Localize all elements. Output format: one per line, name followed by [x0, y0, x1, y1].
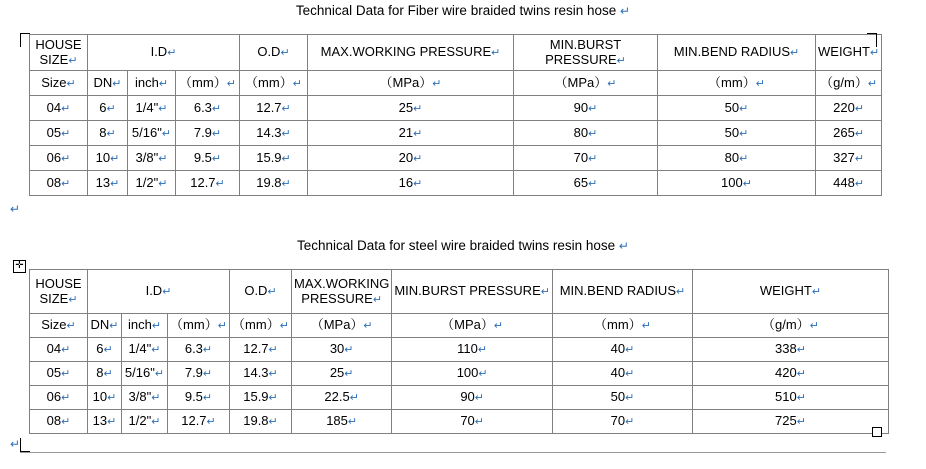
cell-od-mm: 12.7↵ [240, 96, 308, 121]
cell-dn: 8↵ [88, 362, 122, 386]
cell-dn: 13↵ [88, 171, 128, 196]
cell-burst-mpa: 80↵ [514, 121, 658, 146]
unit-burst-mpa: （MPa）↵ [392, 314, 553, 338]
cell-weight-gm: 510↵ [692, 386, 888, 410]
cell-inch: 1/2"↵ [128, 171, 176, 196]
cell-radius-mm: 40↵ [552, 362, 692, 386]
unit-id-mm: （mm）↵ [176, 71, 240, 96]
cell-weight-gm: 338↵ [692, 338, 888, 362]
cell-id-mm: 7.9↵ [168, 362, 230, 386]
table-row [30, 96, 882, 121]
header-house-size: HOUSE SIZE↵ [30, 35, 88, 71]
cell-weight-gm: 327↵ [816, 146, 882, 171]
cell-od-mm: 14.3↵ [230, 362, 292, 386]
cell-size: 06↵ [30, 386, 88, 410]
cell-od-mm: 19.8↵ [230, 410, 292, 434]
cell-dn: 8↵ [88, 121, 128, 146]
unit-burst-mpa: （MPa）↵ [514, 71, 658, 96]
unit-weight-gm: （g/m）↵ [692, 314, 888, 338]
cell-id-mm: 9.5↵ [176, 146, 240, 171]
header-house-size: HOUSE SIZE↵ [30, 270, 88, 314]
cell-od-mm: 12.7↵ [230, 338, 292, 362]
header-max-working-pressure: MAX.WORKING PRESSURE↵ [308, 35, 514, 71]
cell-dn: 10↵ [88, 146, 128, 171]
section2-table-wrapper [29, 269, 889, 434]
cell-working-mpa: 20↵ [308, 146, 514, 171]
section1-table [29, 34, 882, 196]
table-units-row [30, 314, 889, 338]
cell-working-mpa: 185↵ [292, 410, 392, 434]
paragraph-mark-icon: ↵ [10, 202, 21, 216]
cell-burst-mpa: 90↵ [392, 386, 553, 410]
unit-inch: inch↵ [128, 71, 176, 96]
unit-od-mm: （mm）↵ [240, 71, 308, 96]
cell-size: 06↵ [30, 146, 88, 171]
header-od: O.D↵ [230, 270, 292, 314]
unit-working-mpa: （MPa）↵ [292, 314, 392, 338]
cell-dn: 6↵ [88, 338, 122, 362]
table-move-handle[interactable]: ✛ [13, 260, 26, 273]
cell-burst-mpa: 90↵ [514, 96, 658, 121]
table-row [30, 121, 882, 146]
unit-dn: DN↵ [88, 314, 122, 338]
cell-inch: 3/8"↵ [128, 146, 176, 171]
cell-inch: 1/4"↵ [128, 96, 176, 121]
cell-radius-mm: 50↵ [658, 121, 816, 146]
cell-inch: 5/16"↵ [128, 121, 176, 146]
table-header-row [30, 35, 882, 71]
cell-od-mm: 15.9↵ [240, 146, 308, 171]
cell-working-mpa: 21↵ [308, 121, 514, 146]
cell-weight-gm: 420↵ [692, 362, 888, 386]
cell-id-mm: 7.9↵ [176, 121, 240, 146]
cell-weight-gm: 220↵ [816, 96, 882, 121]
cell-working-mpa: 16↵ [308, 171, 514, 196]
cell-working-mpa: 25↵ [308, 96, 514, 121]
header-weight: WEIGHT↵ [692, 270, 888, 314]
paragraph-mark-icon: ↵ [620, 4, 631, 18]
section2-title-line [0, 238, 926, 253]
unit-size: Size↵ [30, 71, 88, 96]
unit-inch: inch↵ [122, 314, 168, 338]
cell-inch: 5/16"↵ [122, 362, 168, 386]
table-row [30, 386, 889, 410]
table-row [30, 410, 889, 434]
cell-size: 08↵ [30, 171, 88, 196]
cell-burst-mpa: 70↵ [514, 146, 658, 171]
cell-radius-mm: 50↵ [552, 386, 692, 410]
cell-inch: 3/8"↵ [122, 386, 168, 410]
table-units-row [30, 71, 882, 96]
table-row [30, 171, 882, 196]
cell-weight-gm: 448↵ [816, 171, 882, 196]
cell-working-mpa: 25↵ [292, 362, 392, 386]
cell-inch: 1/2"↵ [122, 410, 168, 434]
margin-mark-top-left-vertical [20, 33, 21, 47]
cell-dn: 10↵ [88, 386, 122, 410]
section2-title: Technical Data for steel wire braided twins resin hose [297, 238, 616, 253]
cell-id-mm: 9.5↵ [168, 386, 230, 410]
cell-id-mm: 6.3↵ [168, 338, 230, 362]
header-id: I.D↵ [88, 270, 230, 314]
unit-size: Size↵ [30, 314, 88, 338]
section1-title: Technical Data for Fiber wire braided twins resin hose [295, 3, 617, 18]
unit-id-mm: （mm）↵ [168, 314, 230, 338]
cell-od-mm: 14.3↵ [240, 121, 308, 146]
header-max-working-pressure: MAX.WORKING PRESSURE↵ [292, 270, 392, 314]
cell-dn: 6↵ [88, 96, 128, 121]
cell-size: 05↵ [30, 121, 88, 146]
cell-radius-mm: 70↵ [552, 410, 692, 434]
section2-table [29, 269, 889, 434]
table-row [30, 338, 889, 362]
unit-radius-mm: （mm）↵ [658, 71, 816, 96]
header-min-bend-radius: MIN.BEND RADIUS↵ [552, 270, 692, 314]
cell-weight-gm: 725↵ [692, 410, 888, 434]
header-min-burst-pressure: MIN.BURST PRESSURE↵ [514, 35, 658, 71]
cell-burst-mpa: 65↵ [514, 171, 658, 196]
header-min-burst-pressure: MIN.BURST PRESSURE↵ [392, 270, 553, 314]
cell-size: 08↵ [30, 410, 88, 434]
header-od: O.D↵ [240, 35, 308, 71]
cell-radius-mm: 40↵ [552, 338, 692, 362]
cell-working-mpa: 30↵ [292, 338, 392, 362]
margin-mark-top-left-horizontal [20, 33, 30, 34]
table-row [30, 146, 882, 171]
cell-working-mpa: 22.5↵ [292, 386, 392, 410]
section1-table-wrapper [29, 34, 882, 196]
section1-title-line [0, 3, 926, 18]
unit-od-mm: （mm）↵ [230, 314, 292, 338]
table-row [30, 362, 889, 386]
cell-size: 04↵ [30, 338, 88, 362]
page-bottom-rule [20, 452, 886, 453]
unit-weight-gm: （g/m）↵ [816, 71, 882, 96]
unit-radius-mm: （mm）↵ [552, 314, 692, 338]
cell-id-mm: 12.7↵ [168, 410, 230, 434]
cell-burst-mpa: 100↵ [392, 362, 553, 386]
cell-weight-gm: 265↵ [816, 121, 882, 146]
margin-mark-top-right-horizontal [867, 33, 877, 34]
table-header-row [30, 270, 889, 314]
paragraph-mark-icon: ↵ [618, 239, 629, 253]
header-weight: WEIGHT↵ [816, 35, 882, 71]
cell-size: 04↵ [30, 96, 88, 121]
paragraph-mark-icon: ↵ [10, 437, 21, 451]
cell-od-mm: 15.9↵ [230, 386, 292, 410]
cell-id-mm: 6.3↵ [176, 96, 240, 121]
cell-inch: 1/4"↵ [122, 338, 168, 362]
cell-dn: 13↵ [88, 410, 122, 434]
unit-dn: DN↵ [88, 71, 128, 96]
cell-id-mm: 12.7↵ [176, 171, 240, 196]
margin-mark-bottom-left-vertical [20, 438, 21, 452]
table-resize-handle[interactable] [872, 427, 882, 437]
header-min-bend-radius: MIN.BEND RADIUS↵ [658, 35, 816, 71]
cell-burst-mpa: 70↵ [392, 410, 553, 434]
header-id: I.D↵ [88, 35, 240, 71]
unit-working-mpa: （MPa）↵ [308, 71, 514, 96]
cell-size: 05↵ [30, 362, 88, 386]
cell-radius-mm: 100↵ [658, 171, 816, 196]
cell-burst-mpa: 110↵ [392, 338, 553, 362]
margin-mark-top-right-vertical [876, 33, 877, 47]
cell-od-mm: 19.8↵ [240, 171, 308, 196]
cell-radius-mm: 50↵ [658, 96, 816, 121]
cell-radius-mm: 80↵ [658, 146, 816, 171]
